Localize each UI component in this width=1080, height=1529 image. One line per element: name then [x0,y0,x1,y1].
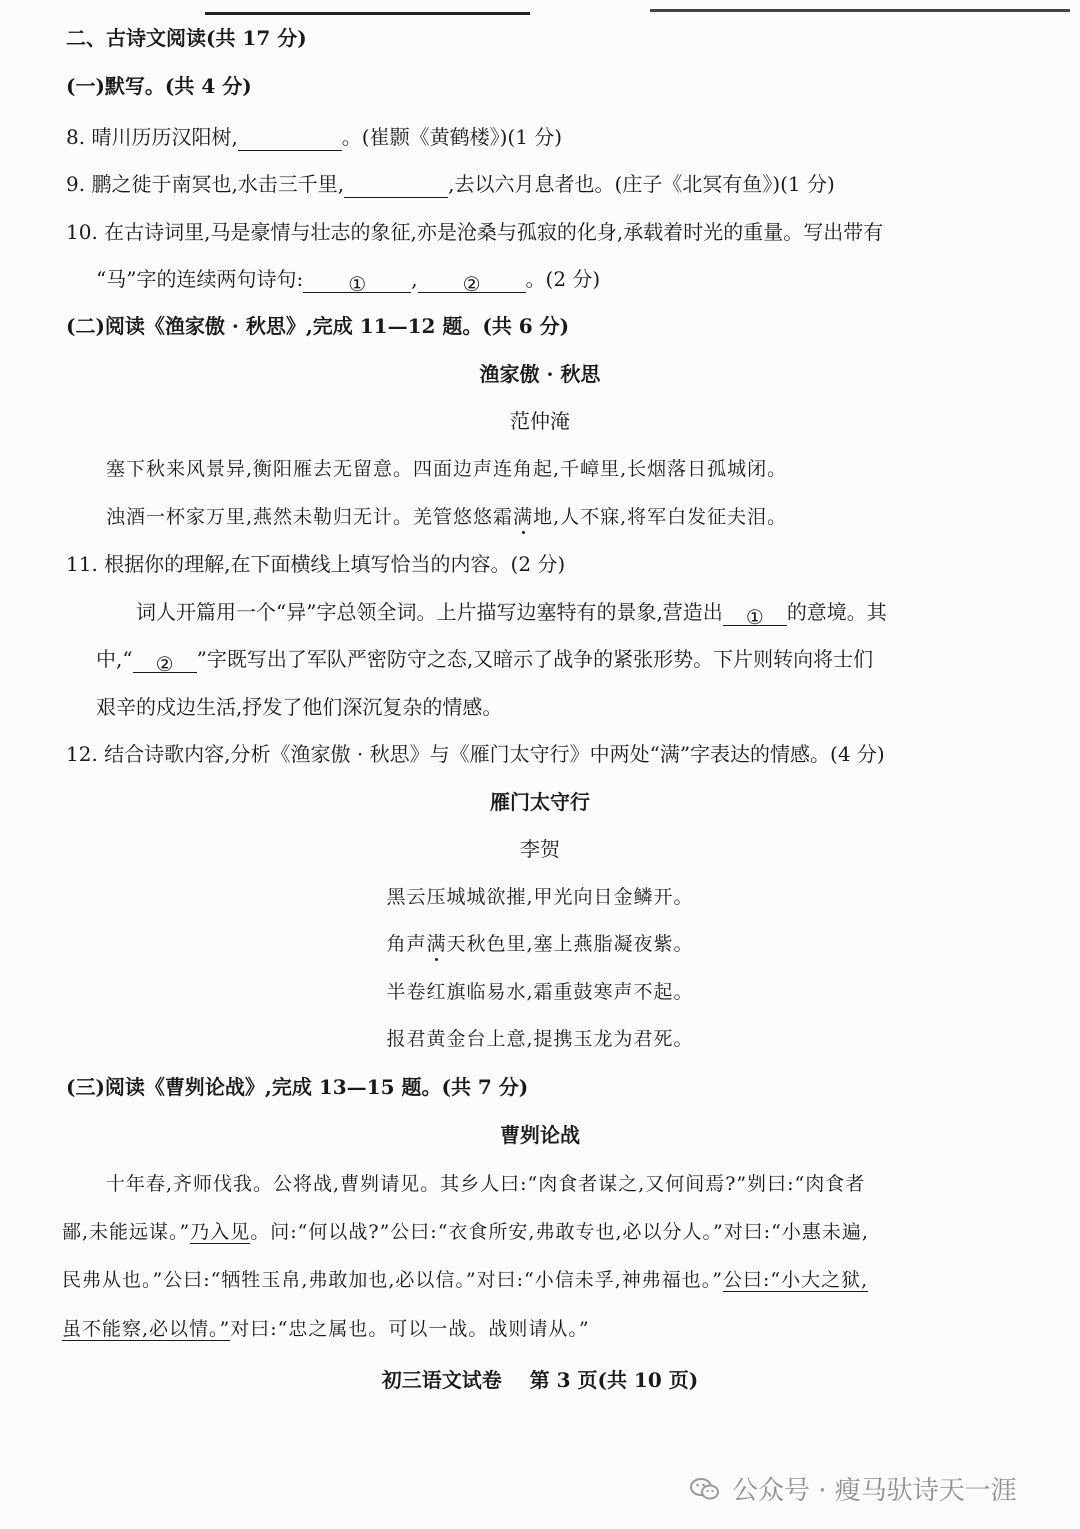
q9-suffix: ,去以六月息者也。(庄子《北冥有鱼》)(1 分) [448,172,835,196]
section-title: 二、古诗文阅读(共 17 分) [66,26,307,50]
q11-answer-blank-2[interactable]: ② [133,650,197,673]
poem2-line2-b: 天秋色里,塞上燕脂凝夜紫。 [446,933,694,955]
question-8 [66,123,562,151]
q8-prefix: 8. 晴川历历汉阳树, [66,125,238,149]
poem1-line2-b: 地,人不寐,将军白发征夫泪。 [533,506,788,528]
q11-answer-blank-1[interactable]: ① [723,603,787,626]
poem2-line2 [0,930,1080,958]
scan-edge-line [205,12,530,15]
emphasis-char-man: 满 [513,506,534,528]
article-line3 [62,1266,868,1294]
q10-answer-blank-2[interactable]: ② [418,270,526,293]
poem2-author: 李贺 [520,837,560,861]
part1-heading: (一)默写。(共 4 分) [66,74,252,98]
question-10-line1: 10. 在古诗词里,马是豪情与壮志的象征,亦是沧桑与孤寂的化身,承载着时光的重量。写出带有 [66,220,884,244]
q8-suffix: 。(崔颢《黄鹤楼》)(1 分) [341,125,563,149]
question-9 [66,170,835,198]
question-11-para1 [136,598,887,629]
q11-p1-prefix: 词人开篇用一个“异”字总领全词。上片描写边塞特有的景象,营造出 [136,600,723,624]
q9-prefix: 9. 鹏之徙于南冥也,水击三千里, [66,172,345,196]
poem2-line3: 半卷红旗临易水,霜重鼓寒声不起。 [386,981,694,1003]
q10-suffix: 。(2 分) [525,267,601,291]
article-title: 曹刿论战 [500,1123,580,1147]
underlined-phrase: 公曰:“小大之狱, [723,1269,869,1291]
q8-answer-blank[interactable] [238,128,342,151]
poem1-author: 范仲淹 [510,409,570,433]
poem2-title: 雁门太守行 [490,790,590,814]
q10-prefix: “马”字的连续两句诗句: [96,267,304,291]
scan-edge-line [650,9,1070,12]
article-line2 [62,1218,869,1246]
poem1-title: 渔家傲 · 秋思 [479,362,601,386]
underlined-phrase: 虽不能察,必以情。” [62,1318,231,1340]
poem1-line2-a: 浊酒一杯家万里,燕然未勒归无计。羌管悠悠霜 [106,506,514,528]
q9-answer-blank[interactable] [344,175,448,198]
watermark-text: 公众号 · 瘦马驮诗天一涯 [732,1476,1017,1506]
poem2-line1: 黑云压城城欲摧,甲光向日金鳞开。 [386,886,694,908]
article-line1: 十年春,齐师伐我。公将战,曹刿请见。其乡人曰:“肉食者谋之,又何间焉?”刿曰:“肉食者 [106,1173,866,1195]
underlined-phrase: 乃入见 [190,1221,251,1243]
question-11-para2 [96,645,874,676]
question-10-line2 [96,265,601,296]
q11-p2-suffix: ”字既写出了军队严密防守之态,又暗示了战争的紧张形势。下片则转向将士们 [196,647,874,671]
q10-separator: , [411,267,418,291]
article-line2-b: 。问:“何以战?”公曰:“衣食所安,弗敢专也,必以分人。”对曰:“小惠未遍, [250,1221,869,1243]
emphasis-char-man: 满 [426,933,447,955]
q10-answer-blank-1[interactable]: ① [303,270,411,293]
poem2-line2-a: 角声 [386,933,427,955]
page-footer: 初三语文试卷 第 3 页(共 10 页) [381,1368,699,1392]
part2-heading: (二)阅读《渔家傲 · 秋思》,完成 11—12 题。(共 6 分) [66,314,570,338]
q11-p1-suffix: 的意境。其 [786,600,887,624]
q11-p2-prefix: 中,“ [96,647,133,671]
article-line4 [62,1315,590,1343]
question-11-title: 11. 根据你的理解,在下面横线上填写恰当的内容。(2 分) [66,552,566,576]
part3-heading: (三)阅读《曹刿论战》,完成 13—15 题。(共 7 分) [66,1075,529,1099]
poem1-line1: 塞下秋来风景异,衡阳雁去无留意。四面边声连角起,千嶂里,长烟落日孤城闭。 [106,458,788,480]
article-line2-a: 鄙,未能远谋。” [62,1221,191,1243]
poem1-line2 [106,503,787,531]
article-line3-a: 民弗从也。”公曰:“牺牲玉帛,弗敢加也,必以信。”对曰:“小信未孚,神弗福也。” [62,1269,723,1291]
question-11-para3: 艰辛的戍边生活,抒发了他们深沉复杂的情感。 [96,695,503,719]
poem2-line4: 报君黄金台上意,提携玉龙为君死。 [386,1028,694,1050]
article-line4-b: 对曰:“忠之属也。可以一战。战则请从。” [230,1318,590,1340]
question-12-title: 12. 结合诗歌内容,分析《渔家傲 · 秋思》与《雁门太守行》中两处“满”字表达的情感。(4 分) [66,742,885,766]
wechat-icon [690,1477,720,1501]
watermark [690,1470,1017,1507]
